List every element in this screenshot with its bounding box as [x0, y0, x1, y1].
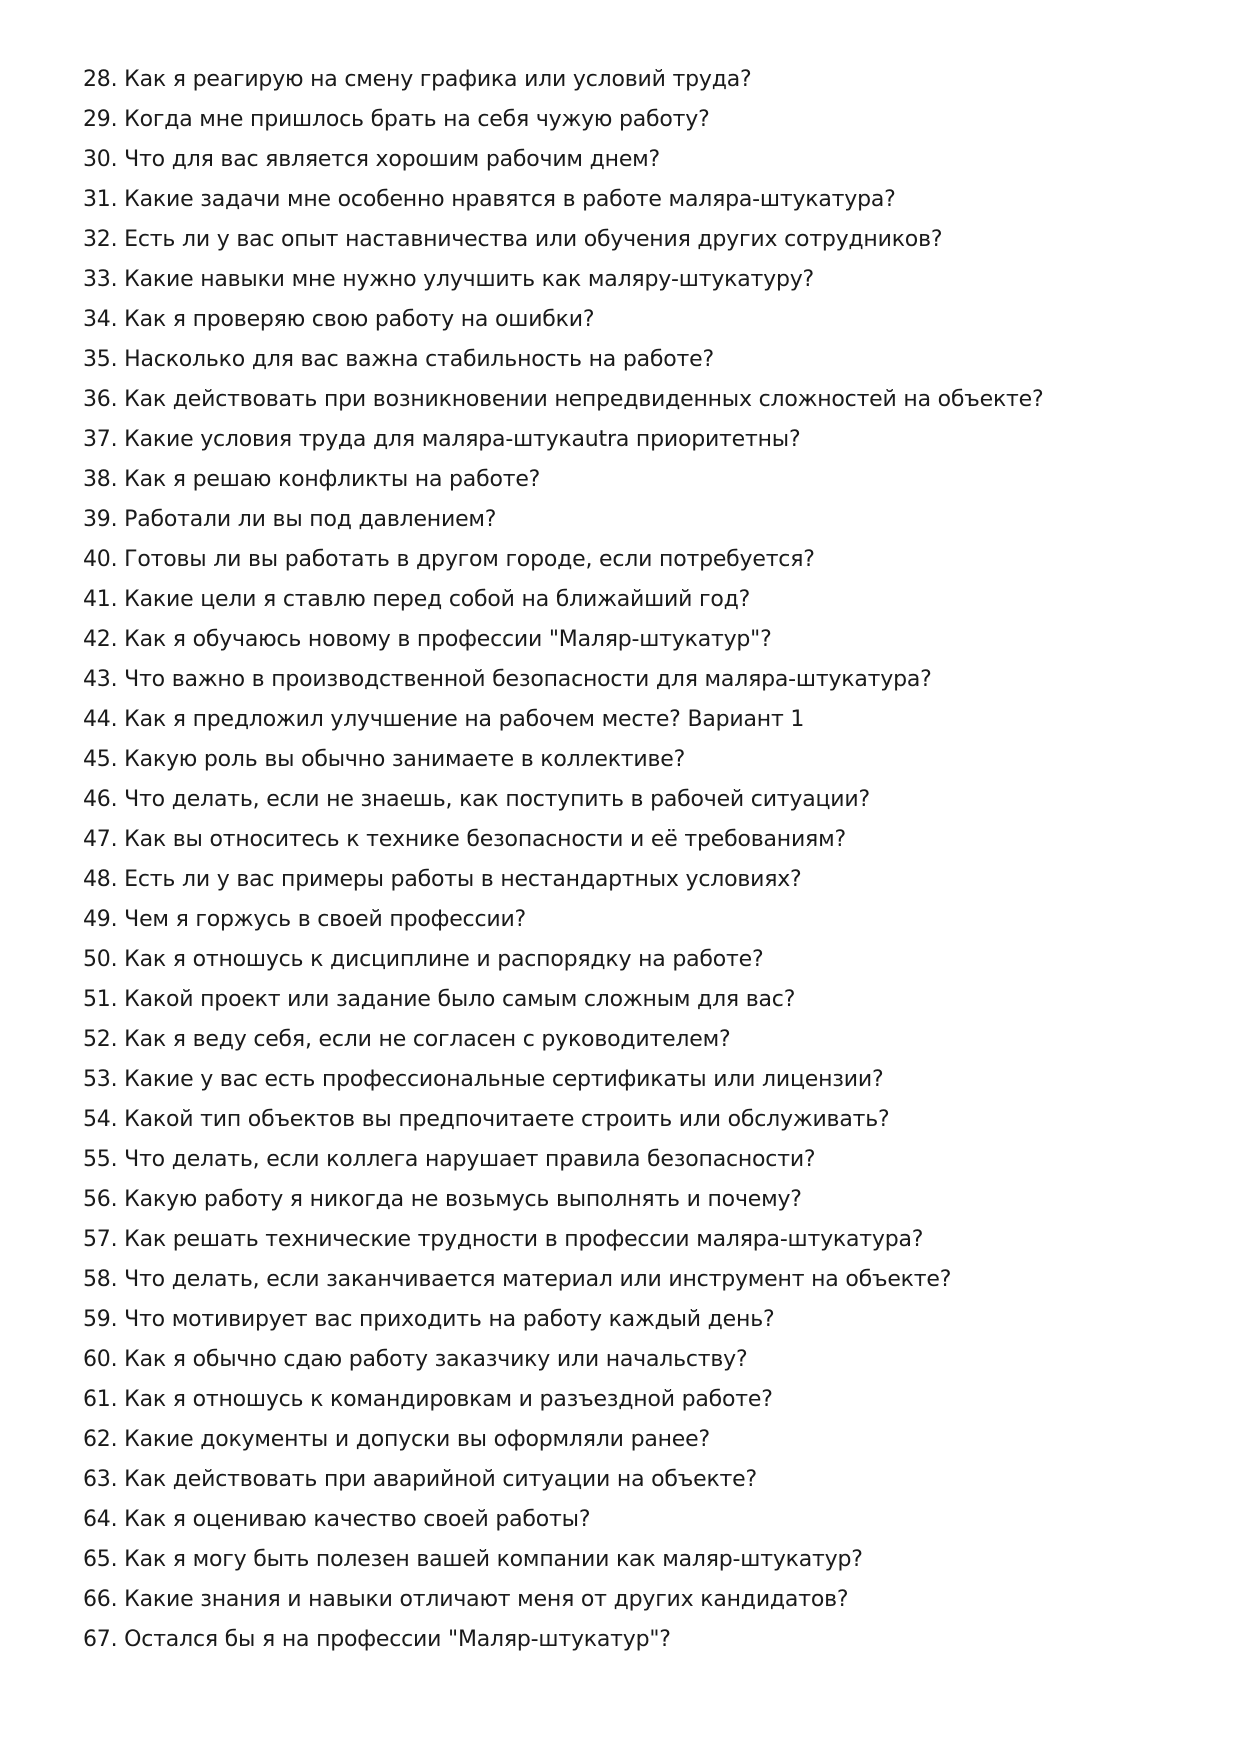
- question-item: 58. Что делать, если заканчивается материал или инструмент на объекте?: [83, 1267, 952, 1292]
- question-item: 57. Как решать технические трудности в профессии маляра-штукатура?: [83, 1227, 924, 1252]
- question-item: 29. Когда мне пришлось брать на себя чужую работу?: [83, 107, 710, 132]
- question-item: 62. Какие документы и допуски вы оформляли ранее?: [83, 1427, 710, 1452]
- question-item: 49. Чем я горжусь в своей профессии?: [83, 907, 527, 932]
- question-item: 32. Есть ли у вас опыт наставничества или обучения других сотрудников?: [83, 227, 943, 252]
- question-item: 42. Как я обучаюсь новому в профессии "Маляр-штукатур"?: [83, 627, 772, 652]
- question-item: 40. Готовы ли вы работать в другом городе, если потребуется?: [83, 547, 815, 572]
- question-item: 56. Какую работу я никогда не возьмусь выполнять и почему?: [83, 1187, 802, 1212]
- question-item: 64. Как я оцениваю качество своей работы?: [83, 1507, 591, 1532]
- question-item: 31. Какие задачи мне особенно нравятся в работе маляра-штукатура?: [83, 187, 896, 212]
- question-item: 61. Как я отношусь к командировкам и разъездной работе?: [83, 1387, 773, 1412]
- question-item: 30. Что для вас является хорошим рабочим днем?: [83, 147, 661, 172]
- question-item: 34. Как я проверяю свою работу на ошибки?: [83, 307, 595, 332]
- question-item: 65. Как я могу быть полезен вашей компании как маляр-штукатур?: [83, 1547, 863, 1572]
- question-item: 41. Какие цели я ставлю перед собой на ближайший год?: [83, 587, 751, 612]
- question-item: 53. Какие у вас есть профессиональные сертификаты или лицензии?: [83, 1067, 884, 1092]
- question-item: 45. Какую роль вы обычно занимаете в коллективе?: [83, 747, 686, 772]
- question-item: 38. Как я решаю конфликты на работе?: [83, 467, 541, 492]
- question-item: 39. Работали ли вы под давлением?: [83, 507, 497, 532]
- question-item: 59. Что мотивирует вас приходить на работу каждый день?: [83, 1307, 775, 1332]
- question-item: 36. Как действовать при возникновении непредвиденных сложностей на объекте?: [83, 387, 1044, 412]
- question-item: 67. Остался бы я на профессии "Маляр-штукатур"?: [83, 1627, 671, 1652]
- question-item: 46. Что делать, если не знаешь, как поступить в рабочей ситуации?: [83, 787, 870, 812]
- question-item: 51. Какой проект или задание было самым сложным для вас?: [83, 987, 796, 1012]
- question-item: 50. Как я отношусь к дисциплине и распорядку на работе?: [83, 947, 764, 972]
- question-item: 60. Как я обычно сдаю работу заказчику или начальству?: [83, 1347, 748, 1372]
- question-item: 55. Что делать, если коллега нарушает правила безопасности?: [83, 1147, 816, 1172]
- question-item: 35. Насколько для вас важна стабильность на работе?: [83, 347, 714, 372]
- question-item: 47. Как вы относитесь к технике безопасности и её требованиям?: [83, 827, 846, 852]
- question-item: 44. Как я предложил улучшение на рабочем месте? Вариант 1: [83, 707, 805, 732]
- question-item: 54. Какой тип объектов вы предпочитаете строить или обслуживать?: [83, 1107, 890, 1132]
- question-item: 37. Какие условия труда для маляра-штукаutra приоритетны?: [83, 427, 801, 452]
- question-item: 33. Какие навыки мне нужно улучшить как маляру-штукатуру?: [83, 267, 815, 292]
- question-item: 28. Как я реагирую на смену графика или условий труда?: [83, 67, 752, 92]
- question-list: [83, 60, 1203, 1660]
- question-item: 52. Как я веду себя, если не согласен с руководителем?: [83, 1027, 731, 1052]
- question-item: 66. Какие знания и навыки отличают меня от других кандидатов?: [83, 1587, 849, 1612]
- question-item: 43. Что важно в производственной безопасности для маляра-штукатура?: [83, 667, 932, 692]
- question-item: 63. Как действовать при аварийной ситуации на объекте?: [83, 1467, 757, 1492]
- question-item: 48. Есть ли у вас примеры работы в нестандартных условиях?: [83, 867, 802, 892]
